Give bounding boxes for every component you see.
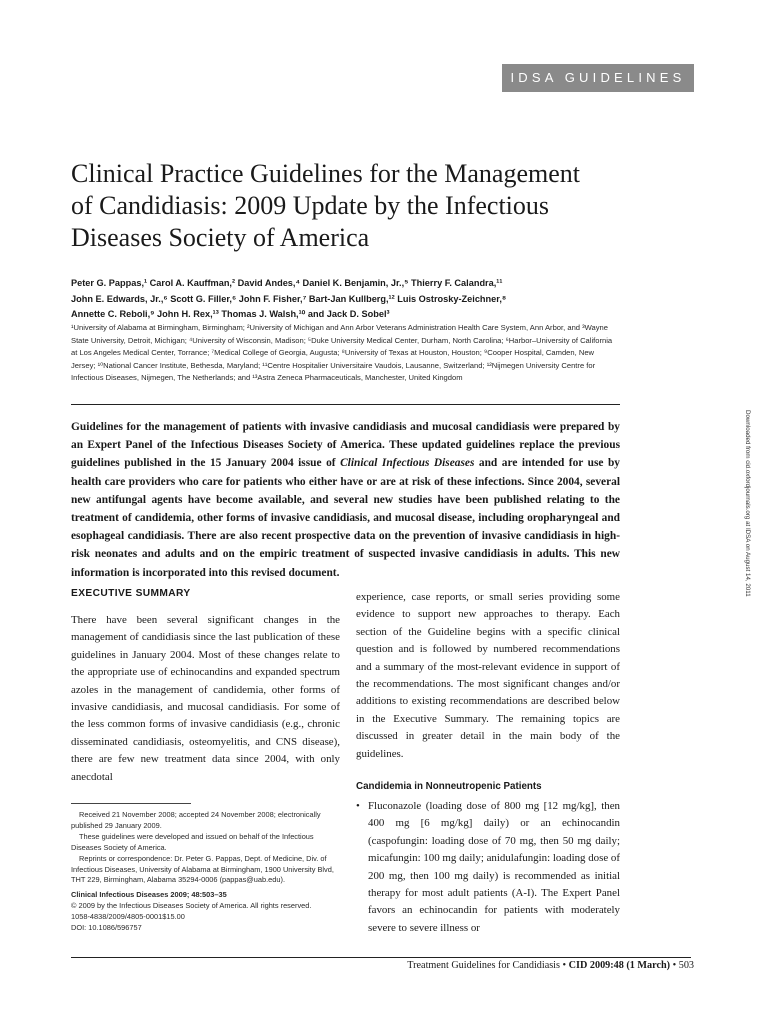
article-title: Clinical Practice Guidelines for the Management of Candidiasis: 2009 Update by the Infectious Diseases Society of America: [71, 159, 580, 252]
page-footer: [407, 960, 694, 971]
subsection-heading: Candidemia in Nonneutropenic Patients: [356, 781, 542, 792]
body-column-2: experience, case reports, or small series providing some evidence to support new approaches to therapy. Each section of the Guideline begins with a specific clinical question and is followed by numbered recommendations and a summary of the most-relevant evidence in support of the recommendations. The most significant changes and/or additions to existing recommendations are described below in the Executive Summary. The remaining topics are discussed in greater detail in the main body of the guidelines.: [356, 591, 620, 760]
footnote-copyright: © 2009 by the Infectious Diseases Society of America. All rights reserved.: [71, 901, 312, 911]
author-line: Peter G. Pappas,¹ Carol A. Kauffman,² David Andes,⁴ Daniel K. Benjamin, Jr.,⁵ Thierry F. Calandra,¹¹: [71, 278, 503, 288]
footnote-divider: [71, 803, 191, 804]
running-title: Treatment Guidelines for Candidiasis: [407, 960, 560, 971]
page-number: 503: [678, 960, 694, 971]
bullet-icon: •: [356, 800, 360, 812]
download-notice: Downloaded from cid.oxfordjournals.org at IDSA on August 14, 2011: [744, 410, 751, 597]
affiliations: ¹University of Alabama at Birmingham, Birmingham; ²University of Michigan and Ann Arbor Veterans Administration Health Care System, Ann Arbor, and ³Wayne State University, Detroit, Michigan; ⁴University of Wisconsin, Madison; ⁵Duke University Medical Center, Durham, North Carolina; ⁶Harbor–University of California at Los Angeles Medical Center, Torrance; ⁷Medical College of Georgia, Augusta; ⁸University of Texas at Houston, Houston; ⁹Cooper Hospital, Camden, New Jersey; ¹⁰National Cancer Institute, Bethesda, Maryland; ¹¹Centre Hospitalier Universitaire Vaudois, Lausanne, Switzerland; ¹²Nijmegen University Centre for Infectious Diseases, Nijmegen, The Netherlands; and ¹³Astra Zeneca Pharmaceuticals, Manchester, United Kingdom: [71, 323, 613, 383]
abstract-text: and are intended for use by health care providers who care for patients who either have or are at risk of these infections. Since 2004, several new antifungal agents have become available, and several new studies have been published relating to the treatment of candidemia, other forms of invasive candidiasis, and mucosal disease, including oropharyngeal and esophageal candidiasis. There are also recent prospective data on the prevention of invasive candidiasis in high-risk neonates and adults and on the empiric treatment of suspected invasive candidiasis in adults. This new information is incorporated into this revised document.: [71, 457, 620, 579]
divider: [71, 404, 620, 405]
footnote-doi: DOI: 10.1086/596757: [71, 923, 142, 933]
footnote-issn: 1058-4838/2009/4805-0001$15.00: [71, 912, 185, 922]
body-column-1: There have been several significant changes in the management of candidiasis since the last publication of these guidelines in January 2004. Most of these changes relate to the appropriate use of echinocandins and expanded spectrum azoles in the management of candidemia, other forms of invasive candidiasis, and mucosal candidiasis. For some of the less common forms of invasive candidiasis (e.g., chronic disseminated candidiasis, osteomyelitis, and CNS disease), there are few new treatment data since 2004, with only anecdotal: [71, 614, 340, 783]
footnote-developed: These guidelines were developed and issued on behalf of the Infectious Diseases Society of America.: [71, 831, 314, 852]
footnote-received: Received 21 November 2008; accepted 24 November 2008; electronically published 29 January 2009.: [71, 810, 321, 830]
footnotes: [71, 810, 337, 934]
footer-separator: •: [559, 960, 569, 971]
bullet-text: Fluconazole (loading dose of 800 mg [12 mg/kg], then 400 mg [6 mg/kg] daily) or an echinocandin (caspofungin: loading dose of 70 mg, then 50 mg daily; micafungin: 100 mg daily; anidulafungin: loading dose of 200 mg, then 100 mg daily) is recommended as initial therapy for most adult patients (A-I). The Expert Panel favors an echinocandin for patients with moderately severe to severe illness or: [368, 800, 620, 934]
journal-name: Clinical Infectious Diseases: [340, 457, 475, 470]
author-list: [71, 276, 631, 323]
abstract-text: Guidelines for the management of patients with invasive candidiasis and mucosal candidiasis were prepared by an Expert Panel of the Infectious Diseases Society of America. These updated guidelines replace the previous guidelines published in the 15 January 2004 issue of: [71, 421, 620, 470]
recommendation-bullet: [356, 798, 620, 937]
author-line: Annette C. Reboli,⁹ John H. Rex,¹³ Thomas J. Walsh,¹⁰ and Jack D. Sobel³: [71, 309, 390, 319]
footer-divider: [71, 957, 691, 958]
footer-separator: •: [670, 960, 679, 971]
footnote-reprints: Reprints or correspondence: Dr. Peter G. Pappas, Dept. of Medicine, Div. of Infectious Diseases, University of Alabama at Birmingham, 1900 University Blvd, THT 229, Birmingham, Alabama 35294-0006 (pappas@uab.edu).: [71, 853, 334, 885]
section-heading: EXECUTIVE SUMMARY: [71, 588, 191, 599]
journal-citation: CID 2009:48 (1 March): [568, 960, 671, 971]
author-line: John E. Edwards, Jr.,⁶ Scott G. Filler,⁶ John F. Fisher,⁷ Bart-Jan Kullberg,¹² Luis Ostrosky-Zeichner,⁸: [71, 293, 507, 304]
abstract: [71, 418, 620, 582]
section-banner: IDSA GUIDELINES: [502, 64, 694, 92]
footnote-citation: Clinical Infectious Diseases 2009; 48:503–35: [71, 890, 227, 900]
